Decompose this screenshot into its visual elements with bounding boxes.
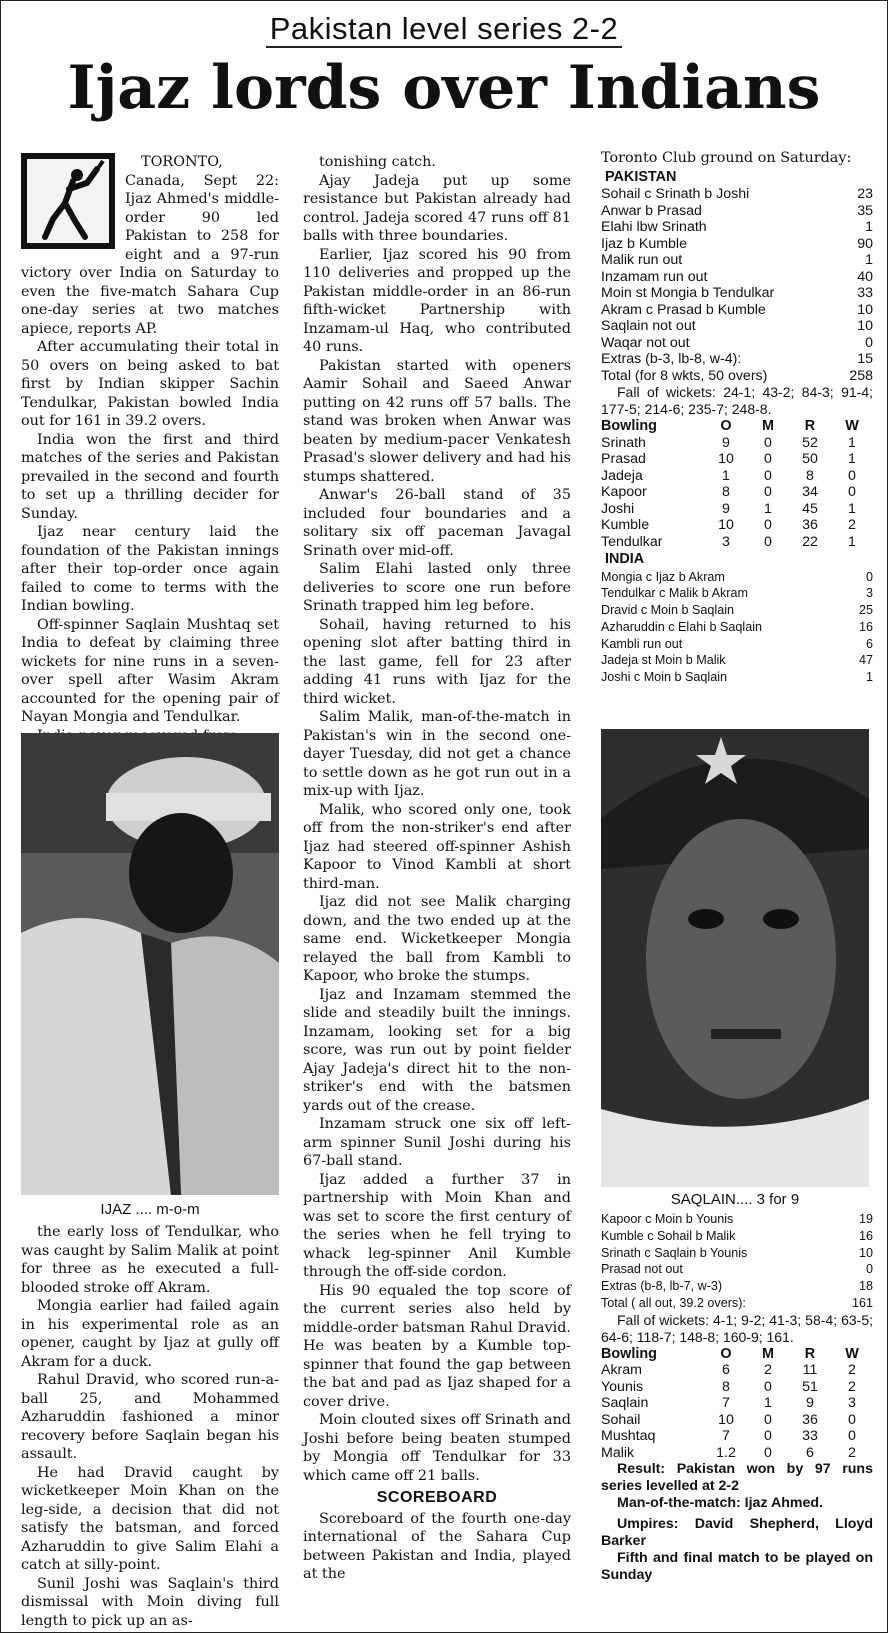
scorecard-row <box>601 585 873 602</box>
bowling-figure: 34 <box>802 484 818 500</box>
bowling-figure: 1.2 <box>716 1444 736 1461</box>
bowling-figure: 36 <box>802 517 818 533</box>
bowling-row <box>601 534 873 551</box>
article-paragraph: Mongia earlier had failed again in his experimental role as an opener, caught by Ijaz at gully off Akram for a duck. <box>21 1298 279 1370</box>
bowling-figure: 0 <box>764 533 772 550</box>
scorecard-row <box>601 269 873 286</box>
runs: 16 <box>858 619 873 634</box>
bowling-figure: 7 <box>722 1428 730 1445</box>
bowling-figure: 0 <box>764 1411 772 1428</box>
batsman-dismissal: Azharuddin c Elahi b Saqlain <box>601 619 763 634</box>
bowling-figure: 50 <box>802 451 818 467</box>
bowler-name: Kapoor <box>601 484 647 500</box>
bowler-name: Mushtaq <box>601 1428 656 1445</box>
bowling-figure: 36 <box>802 1411 818 1428</box>
article-paragraph: Off-spinner Saqlain Mushtaq set India to defeat by claiming three wickets for nine runs in a seven-over spell after Wasim Akram accounted for the opening pair of Nayan Mongia and Tendulkar. <box>21 616 279 725</box>
runs: 35 <box>857 202 873 219</box>
article-paragraph: He had Dravid caught by wicketkeeper Moin Khan on the leg-side, a decision that did not satisfy the batsman, and forced Azharuddin to give Salim Elahi a catch at silly-point. <box>21 1464 279 1573</box>
bowling-figure: 0 <box>764 517 772 533</box>
scorecard-row <box>601 1211 873 1228</box>
runs: 0 <box>865 569 873 584</box>
ijaz-photo <box>21 733 279 1195</box>
scorecard-row <box>601 1278 873 1295</box>
batsman-dismissal: Total (for 8 wkts, 50 overs) <box>601 367 768 384</box>
bowling-row <box>601 1395 873 1412</box>
pakistan-heading: PAKISTAN <box>605 168 677 185</box>
bowler-name: Joshi <box>601 500 635 517</box>
runs: 10 <box>857 318 873 334</box>
bowling-figure: 1 <box>848 533 856 550</box>
scorecard-row <box>601 652 873 669</box>
scorecard-row <box>601 368 873 385</box>
bowling-row <box>601 1379 873 1396</box>
bowling-row <box>601 1412 873 1429</box>
bowling-header: R <box>804 1345 816 1362</box>
scoreboard-intro-continued: Toronto Club ground on Saturday: <box>601 150 852 166</box>
batsman-dismissal: Total ( all out, 39.2 overs): <box>601 1295 746 1310</box>
batsman-dismissal: Inzamam run out <box>601 268 708 285</box>
match-result: Result: Pakistan won by 97 runs series levelled at 2-2 <box>601 1461 873 1495</box>
bowling-figure: 0 <box>764 434 772 451</box>
pakistan-batting-table <box>601 186 873 384</box>
bowling-header: M <box>762 1345 774 1362</box>
runs: 18 <box>858 1279 873 1294</box>
ijaz-caption: IJAZ .... m-o-m <box>100 1201 200 1218</box>
bowling-figure: 7 <box>722 1395 730 1412</box>
bowling-header: Bowling <box>601 1345 657 1362</box>
scorecard-row <box>601 1245 873 1262</box>
bowling-figure: 2 <box>848 1444 856 1461</box>
bowling-figure: 1 <box>848 500 856 517</box>
article-paragraph: Anwar's 26-ball stand of 35 included four boundaries and a solitary six off paceman Javagal Srinath over mid-off. <box>303 487 571 559</box>
bowling-figure: 6 <box>806 1444 814 1461</box>
bowling-figure: 52 <box>802 434 818 451</box>
scoreboard-intro: Scoreboard of the fourth one-day international of the Sahara Cup between Pakistan and India, played at the <box>303 1510 571 1582</box>
bowler-name: Akram <box>601 1362 642 1379</box>
bowling-header: W <box>845 418 859 434</box>
batsman-dismissal: Jadeja st Moin b Malik <box>601 653 726 668</box>
scorecard-row <box>601 335 873 352</box>
bowling-figure: 9 <box>722 500 730 517</box>
column-3-continued <box>601 1211 873 1584</box>
bowling-row <box>601 468 873 485</box>
bowling-figure: 0 <box>764 1428 772 1445</box>
bowler-name: Srinath <box>601 434 646 451</box>
cricket-logo-icon <box>21 153 115 249</box>
article-paragraph: tonishing catch. <box>319 154 436 170</box>
bowling-figure: 3 <box>848 1395 856 1412</box>
runs: 1 <box>865 252 873 268</box>
bowling-row <box>601 435 873 452</box>
article-paragraph: His 90 equaled the top score of the current series also held by middle-order batsman Rahul Dravid. He was beaten by a Kumble top-spinner that found the gap between the bat and pad as Ijaz shaped for a cover drive. <box>303 1282 571 1410</box>
scoreboard-heading: SCOREBOARD <box>376 1489 498 1506</box>
bowling-figure: 0 <box>764 451 772 467</box>
scorecard-row <box>601 1228 873 1245</box>
bowling-header: O <box>720 418 732 434</box>
batsman-dismissal: Extras (b-8, lb-7, w-3) <box>601 1279 723 1294</box>
bowler-name: Sohail <box>601 1411 641 1428</box>
runs: 0 <box>865 334 873 351</box>
runs: 0 <box>865 1262 873 1277</box>
batsman-dismissal: Waqar not out <box>601 334 690 351</box>
bowling-row <box>601 484 873 501</box>
bowling-header: R <box>804 418 816 434</box>
batsman-dismissal: Akram c Prasad b Kumble <box>601 301 766 318</box>
scorecard-row <box>601 669 873 686</box>
runs: 3 <box>865 586 873 601</box>
runs: 23 <box>857 186 873 202</box>
india-fall-of-wickets: Fall of wickets: 4-1; 9-2; 41-3; 58-4; 63-5; 64-6; 118-7; 148-8; 160-9; 161. <box>601 1311 873 1345</box>
runs: 25 <box>858 603 873 618</box>
bowling-header: O <box>720 1345 732 1362</box>
bowling-figure: 33 <box>802 1428 818 1445</box>
bowling-figure: 8 <box>806 467 814 484</box>
article-paragraph: Moin clouted sixes off Srinath and Joshi before being beaten stumped by Mongia off Tendulkar for 33 which came off 21 balls. <box>303 1412 571 1484</box>
saqlain-caption: SAQLAIN.... 3 for 9 <box>670 1191 800 1208</box>
article-paragraph: Salim Malik, man-of-the-match in Pakistan's win in the second one-dayer Tuesday, did not get a chance to settle down as he got run out in a mix-up with Ijaz. <box>303 709 571 799</box>
bowling-figure: 9 <box>722 434 730 451</box>
bowling-figure: 0 <box>848 1411 856 1428</box>
batsman-dismissal: Mongia c Ijaz b Akram <box>601 569 725 584</box>
pakistan-bowling-table <box>601 1346 873 1462</box>
scorecard-row <box>601 302 873 319</box>
runs: 6 <box>865 636 873 651</box>
saqlain-photo <box>601 729 869 1187</box>
article-paragraph: Earlier, Ijaz scored his 90 from 110 deliveries and propped up the Pakistan middle-order in an 86-run fifth-wicket Partnership with Inzamam-ul Haq, who contributed 40 runs. <box>303 246 571 355</box>
bowling-figure: 0 <box>764 467 772 484</box>
bowling-figure: 10 <box>718 517 734 533</box>
batsman-dismissal: Elahi lbw Srinath <box>601 219 707 235</box>
next-match-note: Fifth and final match to be played on Sunday <box>601 1550 873 1584</box>
bowling-figure: 11 <box>802 1362 818 1379</box>
runs: 10 <box>858 1245 873 1260</box>
bowler-name: Prasad <box>601 451 646 467</box>
bowling-figure: 51 <box>802 1378 818 1395</box>
pakistan-fall-of-wickets: Fall of wickets: 24-1; 43-2; 84-3; 91-4; 177-5; 214-6; 235-7; 248-8. <box>601 384 873 417</box>
article-paragraph: Ajay Jadeja put up some resistance but Pakistan already had control. Jadeja scored 47 runs off 81 balls with three boundaries. <box>303 172 571 244</box>
bowling-figure: 1 <box>848 434 856 451</box>
runs: 258 <box>849 367 873 384</box>
scorecard-row <box>601 569 873 586</box>
batsman-dismissal: Kambli run out <box>601 636 683 651</box>
scorecard-row <box>601 1295 873 1312</box>
batsman-dismissal: Sohail c Srinath b Joshi <box>601 186 750 202</box>
batsman-dismissal: Prasad not out <box>601 1262 683 1277</box>
bowling-row <box>601 451 873 468</box>
column-3 <box>601 149 873 686</box>
runs: 161 <box>851 1295 873 1310</box>
bowler-name: Saqlain <box>601 1395 649 1412</box>
bowling-figure: 9 <box>806 1395 814 1412</box>
india-bowling-table <box>601 418 873 550</box>
article-paragraph: the early loss of Tendulkar, who was caught by Salim Malik at point for three as he executed a full-blooded stroke off Akram. <box>21 1224 279 1296</box>
headline: Ijaz lords over Indians <box>67 53 821 123</box>
runs: 19 <box>858 1212 873 1226</box>
batsman-dismissal: Malik run out <box>601 252 683 268</box>
bowling-row <box>601 517 873 534</box>
bowling-figure: 10 <box>718 1411 734 1428</box>
bowling-row <box>601 501 873 518</box>
bowling-figure: 0 <box>848 1428 856 1445</box>
column-1-continued <box>21 1223 279 1630</box>
article-paragraph: TORONTO, Canada, Sept 22: Ijaz Ahmed's middle-order 90 led Pakistan to 258 for eight and a 97-run victory over India on Saturday to even the five-match Sahara Cup one-day series at two matches apiece, reports AP. <box>21 154 279 337</box>
batsman-dismissal: Joshi c Moin b Saqlain <box>601 670 728 685</box>
runs: 1 <box>865 670 873 685</box>
bowling-figure: 45 <box>802 500 818 517</box>
scorecard-row <box>601 219 873 236</box>
article-paragraph: Sohail, having returned to his opening slot after batting third in the last game, fell for 23 after adding 41 runs with Ijaz for the third wicket. <box>303 616 571 707</box>
bowling-figure: 0 <box>764 484 772 500</box>
bowling-figure: 6 <box>722 1362 730 1379</box>
scorecard-row <box>601 318 873 335</box>
runs: 1 <box>865 219 873 235</box>
india-batting-table-2 <box>601 1211 873 1312</box>
bowling-figure: 0 <box>764 1444 772 1461</box>
batsman-dismissal: Saqlain not out <box>601 318 696 334</box>
runs: 40 <box>857 268 873 285</box>
batsman-dismissal: Anwar b Prasad <box>601 202 702 219</box>
article-paragraph: Ijaz near century laid the foundation of the Pakistan innings after their top-order once again failed to come to terms with the Indian bowling. <box>21 524 279 614</box>
runs: 10 <box>857 301 873 318</box>
article-paragraph: Malik, who scored only one, took off from the non-striker's end after Ijaz had steered off-spinner Ashish Kapoor to Vinod Kambli at short third-man. <box>303 801 571 892</box>
bowling-row <box>601 1428 873 1445</box>
scorecard-row <box>601 1261 873 1278</box>
bowler-name: Kumble <box>601 517 650 533</box>
batsman-dismissal: Ijaz b Kumble <box>601 235 687 252</box>
runs: 15 <box>857 351 873 367</box>
bowling-figure: 1 <box>848 451 856 467</box>
umpires: Umpires: David Shepherd, Lloyd Barker <box>601 1516 873 1550</box>
bowler-name: Jadeja <box>601 467 643 484</box>
scorecard-row <box>601 636 873 653</box>
batsman-dismissal: Kumble c Sohail b Malik <box>601 1228 736 1243</box>
scorecard-row <box>601 285 873 302</box>
kicker: Pakistan level series 2-2 <box>1 11 887 47</box>
article-paragraph: Salim Elahi lasted only three deliveries to score one run before Srinath trapped him leg before. <box>303 561 571 614</box>
article-paragraph: India won the first and third matches of the series and Pakistan prevailed in the second and fourth to set up a thrilling decider for Sunday. <box>21 431 279 522</box>
bowling-figure: 22 <box>802 533 818 550</box>
bowling-figure: 8 <box>722 484 730 500</box>
article-paragraph: Inzamam struck one six off left-arm spinner Sunil Joshi during his 67-ball stand. <box>303 1116 571 1169</box>
bowler-name: Malik <box>601 1444 635 1461</box>
batsman-dismissal: Extras (b-3, lb-8, w-4): <box>601 351 742 367</box>
bowling-figure: 1 <box>722 467 730 484</box>
batsman-dismissal: Moin st Mongia b Tendulkar <box>601 285 775 301</box>
bowling-figure: 2 <box>848 1362 856 1379</box>
batsman-dismissal: Kapoor c Moin b Younis <box>601 1212 734 1226</box>
batsman-dismissal: Dravid c Moin b Saqlain <box>601 603 734 618</box>
scorecard-row <box>601 186 873 203</box>
man-of-the-match: Man-of-the-match: Ijaz Ahmed. <box>617 1495 823 1512</box>
batsman-dismissal: Srinath c Saqlain b Younis <box>601 1245 748 1260</box>
bowling-figure: 8 <box>722 1378 730 1395</box>
bowling-figure: 10 <box>718 451 734 467</box>
article-paragraph: After accumulating their total in 50 overs on being asked to bat first by Indian skipper Sachin Tendulkar, Pakistan bowled India out for 161 in 39.2 overs. <box>21 339 279 429</box>
bowling-row <box>601 1445 873 1462</box>
column-2 <box>303 153 571 1584</box>
bowling-figure: 2 <box>848 1378 856 1395</box>
bowling-figure: 1 <box>764 1395 772 1412</box>
batsman-dismissal: Tendulkar c Malik b Akram <box>601 586 748 601</box>
article-paragraph: Rahul Dravid, who scored run-a-ball 25, and Mohammed Azharuddin fashioned a minor recovery before Saqlain began his assault. <box>21 1372 279 1462</box>
bowling-header: W <box>845 1345 859 1362</box>
bowler-name: Tendulkar <box>601 533 663 550</box>
bowling-figure: 3 <box>722 533 730 550</box>
bowling-figure: 2 <box>764 1362 772 1379</box>
scorecard-row <box>601 602 873 619</box>
runs: 47 <box>858 653 873 668</box>
bowling-figure: 0 <box>848 484 856 500</box>
scorecard-row <box>601 351 873 368</box>
bowling-figure: 0 <box>764 1378 772 1395</box>
article-paragraph: Pakistan started with openers Aamir Sohail and Saeed Anwar putting on 42 runs off 57 balls. The stand was broken when Anwar was beaten by medium-pacer Venkatesh Prasad's slower delivery and had his stumps shattered. <box>303 357 571 485</box>
article-paragraph: Ijaz and Inzamam stemmed the slide and steadily built the innings. Inzamam, looking set for a big score, was run out by point fielder Ajay Jadeja's direct hit to the non-striker's end with the batsmen yards out of the crease. <box>303 986 571 1114</box>
scorecard-row <box>601 619 873 636</box>
runs: 16 <box>858 1228 873 1243</box>
bowling-figure: 2 <box>848 517 856 533</box>
article-paragraph: Sunil Joshi was Saqlain's third dismissal with Moin diving full length to pick up an as- <box>21 1575 279 1629</box>
bowling-figure: 1 <box>764 500 772 517</box>
column-1 <box>21 153 279 745</box>
scorecard-row <box>601 252 873 269</box>
scorecard-row <box>601 236 873 253</box>
article-paragraph: Ijaz added a further 37 in partnership with Moin Khan and was set to score the first century of the series when he fell trying to whack leg-spinner Anil Kumble through the off-side cordon. <box>303 1171 571 1280</box>
runs: 33 <box>857 285 873 301</box>
bowling-row <box>601 1362 873 1379</box>
bowling-header: Bowling <box>601 418 657 434</box>
scorecard-row <box>601 203 873 220</box>
bowler-name: Younis <box>601 1378 644 1395</box>
article-paragraph: Ijaz did not see Malik charging down, and the two ended up at the same end. Wicketkeeper Mongia relayed the ball from Kambli to Kapoor, who broke the stumps. <box>303 894 571 984</box>
bowling-figure: 0 <box>848 467 856 484</box>
india-heading: INDIA <box>605 551 645 567</box>
bowling-header: M <box>762 418 774 434</box>
india-batting-table-1 <box>601 569 873 687</box>
runs: 90 <box>857 235 873 252</box>
